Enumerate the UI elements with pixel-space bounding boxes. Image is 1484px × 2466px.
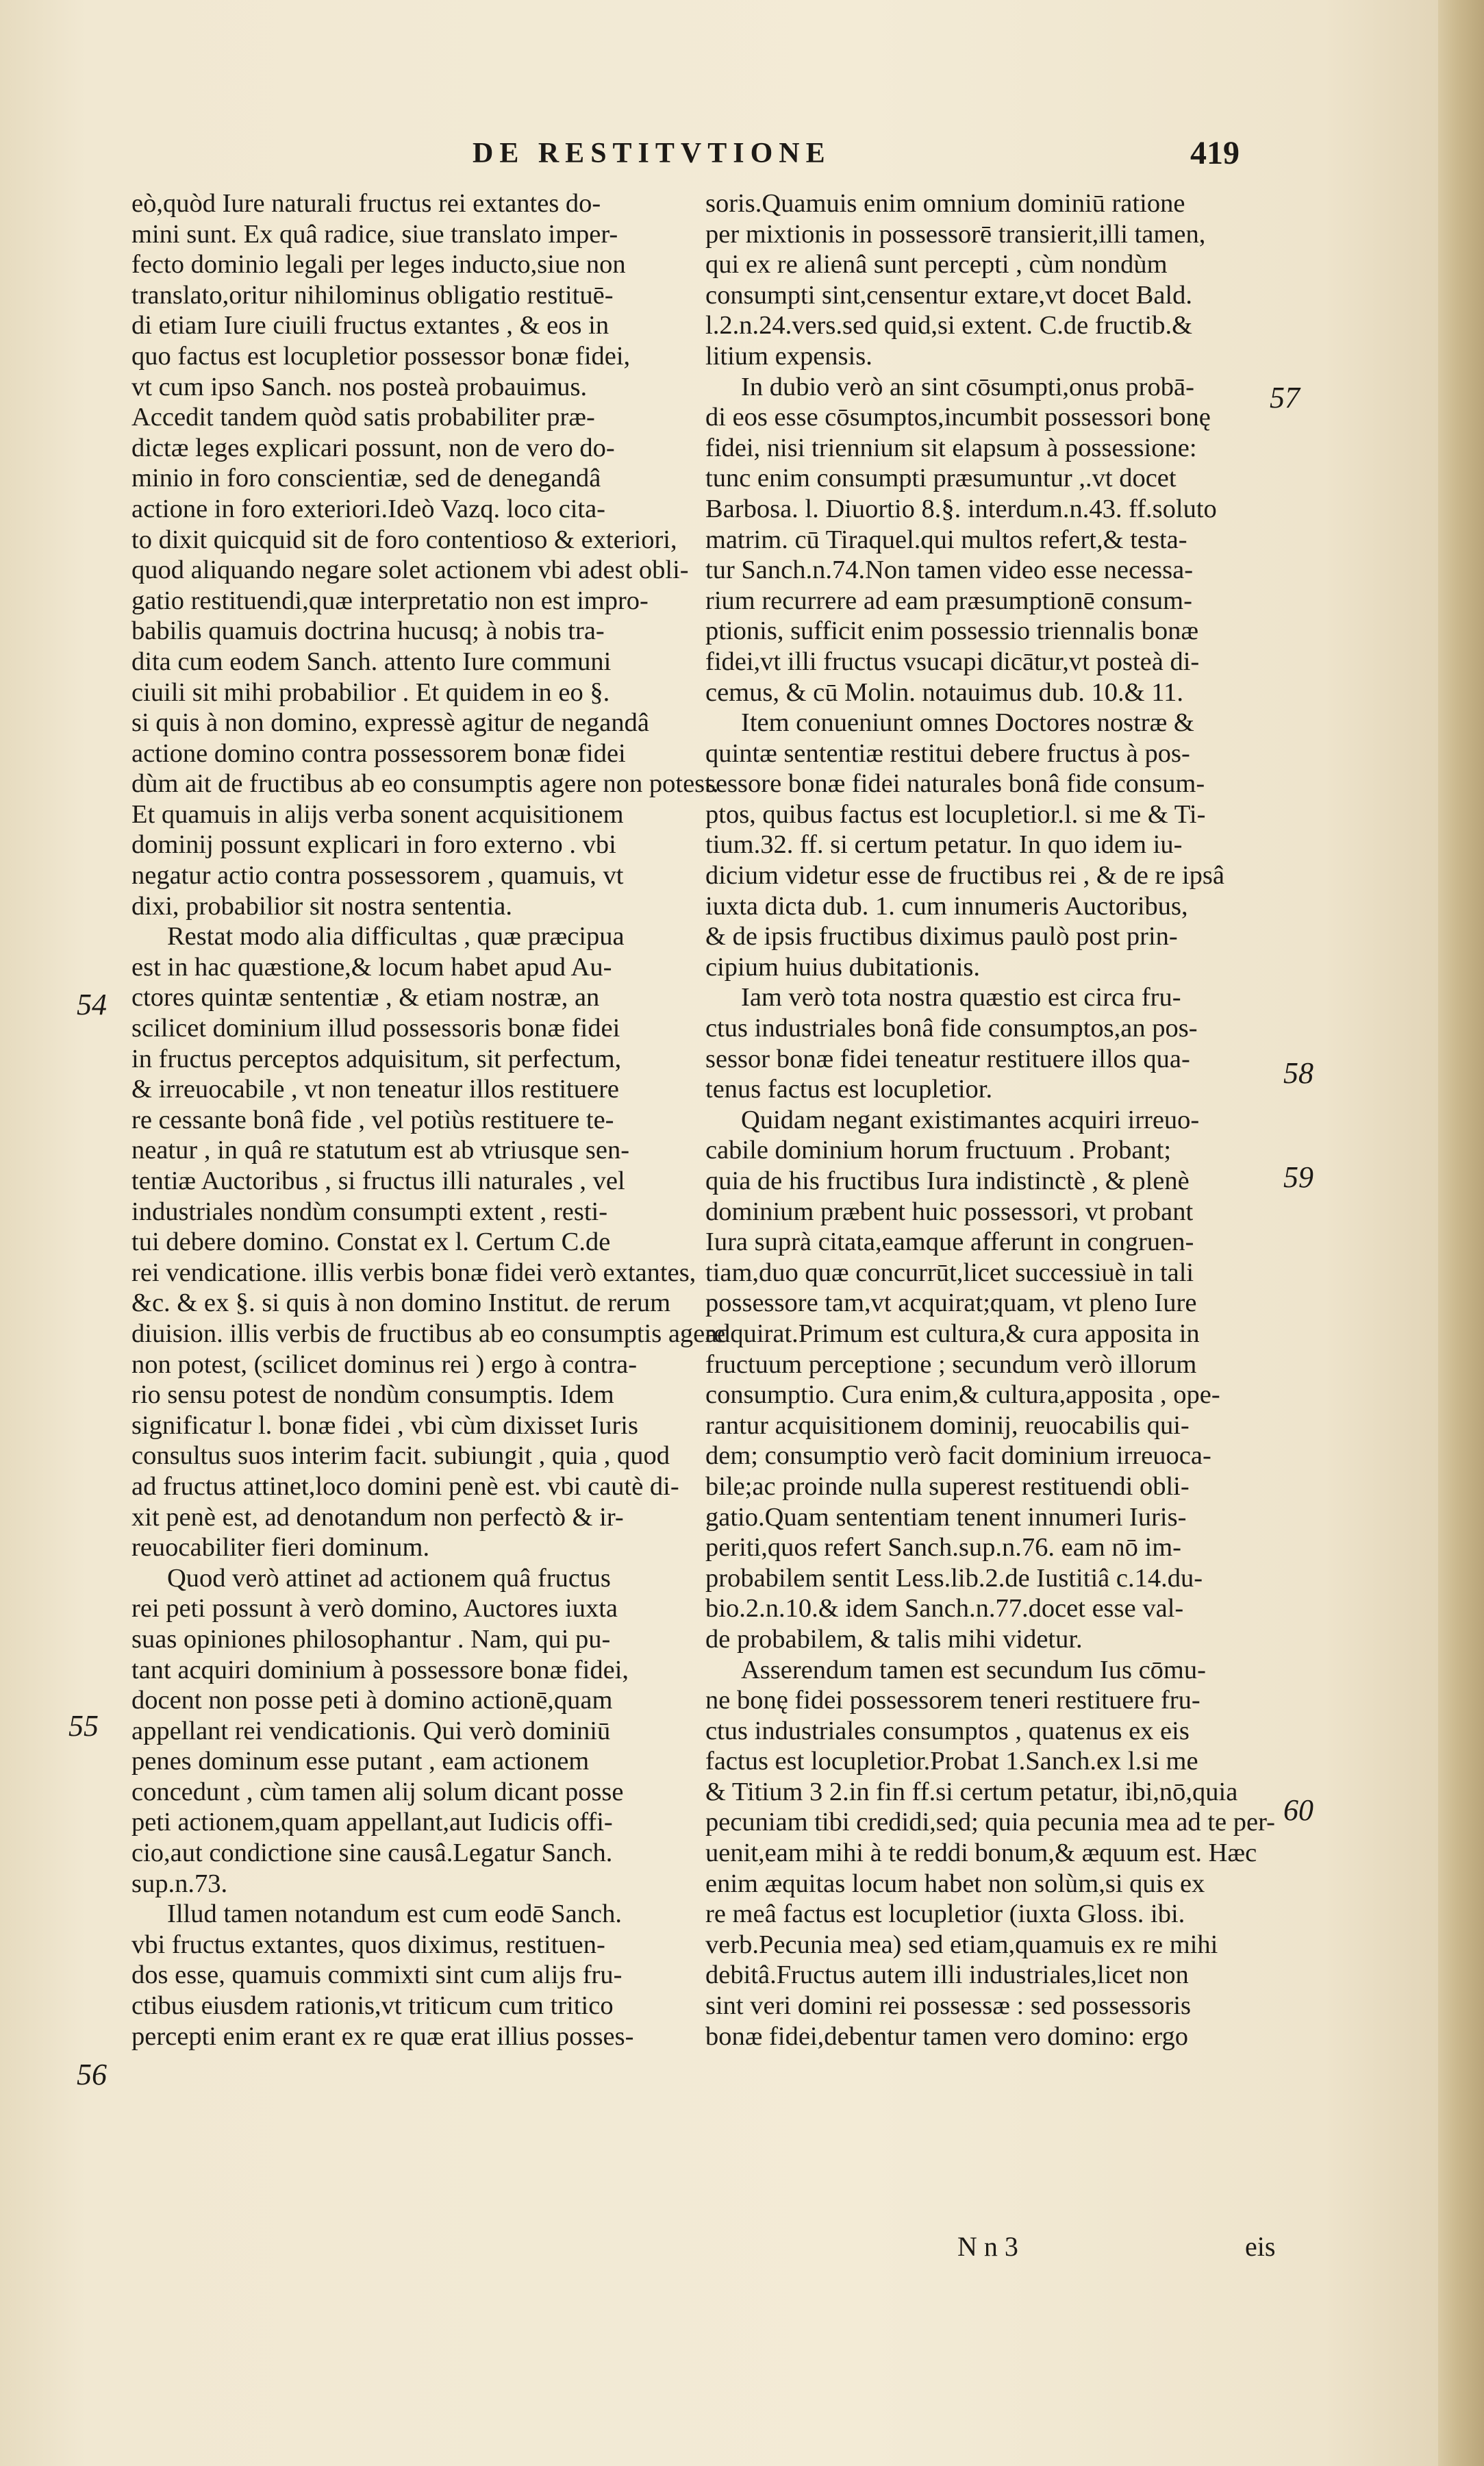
text-line: debitâ.Fructus autem illi industriales,licet non <box>705 1960 1189 1990</box>
text-line: minio in foro conscientiæ, sed de denegandâ <box>131 464 601 493</box>
text-line: ciuili sit mihi probabilior . Et quidem in eo §. <box>131 677 610 707</box>
margin-number: 59 <box>1283 1160 1313 1194</box>
text-line: to dixit quicquid sit de foro contentioso & exteriori, <box>131 525 677 554</box>
text-line: bile;ac proinde nulla superest restituendi obli- <box>705 1471 1190 1501</box>
text-line: neatur , in quâ re statutum est ab vtriusque sen- <box>131 1136 630 1165</box>
text-line: ctus industriales consumptos , quatenus ex eis <box>705 1716 1190 1745</box>
text-line: significatur l. bonæ fidei , vbi cùm dixisset Iuris <box>131 1410 638 1440</box>
text-line: possessore tam,vt acquirat;quam, vt pleno Iure <box>705 1288 1197 1318</box>
text-line: periti,quos refert Sanch.sup.n.76. eam nō im- <box>705 1533 1181 1562</box>
text-line: concedunt , cùm tamen alij solum dicant posse <box>131 1777 624 1806</box>
text-line: & de ipsis fructibus diximus paulò post prin- <box>705 922 1178 951</box>
text-line: ad fructus attinet,loco domini penè est. vbi cautè di- <box>131 1471 679 1501</box>
text-line: quod aliquando negare solet actionem vbi adest obli- <box>131 556 689 585</box>
text-line: scilicet dominium illud possessoris bonæ fidei <box>131 1014 620 1043</box>
text-line: tenus factus est locupletior. <box>705 1075 993 1104</box>
text-line: eò,quòd Iure naturali fructus rei extantes do- <box>131 189 601 218</box>
text-line: quia de his fructibus Iura indistinctè , & plenè <box>705 1167 1190 1195</box>
text-line: tunc enim consumpti præsumuntur ,.vt docet <box>705 464 1177 493</box>
text-line: l.2.n.24.vers.sed quid,si extent. C.de fructib.& <box>705 311 1193 340</box>
text-line: vbi fructus extantes, quos diximus, restituen- <box>131 1930 605 1959</box>
text-line: dixi, probabilior sit nostra sententia. <box>131 891 513 921</box>
right-text-column <box>705 188 1277 2052</box>
text-line: pecuniam tibi credidi,sed; quia pecunia mea ad te per- <box>705 1808 1275 1837</box>
text-line: Accedit tandem quòd satis probabiliter præ- <box>131 403 595 432</box>
text-line: fidei,vt illi fructus vsucapi dicātur,vt posteà di- <box>705 647 1200 676</box>
text-line: dictæ leges explicari possunt, non de vero do- <box>131 433 615 462</box>
text-line: Iam verò tota nostra quæstio est circa fru- <box>741 983 1181 1012</box>
text-line: fructuum perceptione ; secundum verò illorum <box>705 1349 1197 1379</box>
margin-number: 57 <box>1270 381 1300 414</box>
text-line: consumpti sint,censentur extare,vt docet Bald. <box>705 280 1192 310</box>
text-line: tiam,duo quæ concurrūt,licet successiuè in tali <box>705 1258 1194 1287</box>
text-line: suas opiniones philosophantur . Nam, qui pu- <box>131 1624 611 1654</box>
text-line: litium expensis. <box>705 341 872 371</box>
text-line: de probabilem, & talis mihi videtur. <box>705 1624 1083 1654</box>
margin-number: 58 <box>1283 1056 1313 1090</box>
text-line: in fructus perceptos adquisitum, sit perfectum, <box>131 1044 622 1073</box>
margin-number: 60 <box>1283 1793 1313 1827</box>
text-line: Et quamuis in alijs verba sonent acquisitionem <box>131 799 624 829</box>
text-line: bio.2.n.10.& idem Sanch.n.77.docet esse val- <box>705 1594 1184 1623</box>
text-line: fecto dominio legali per leges inducto,siue non <box>131 250 626 279</box>
text-line: iuxta dicta dub. 1. cum innumeris Auctoribus, <box>705 891 1188 921</box>
text-line: gatio restituendi,quæ interpretatio non est impro- <box>131 586 649 615</box>
text-line: ctores quintæ sententiæ , & etiam nostræ, an <box>131 983 600 1012</box>
text-line: ptionis, sufficit enim possessio triennalis bonæ <box>705 616 1199 646</box>
text-line: est in hac quæstione,& locum habet apud Au- <box>131 952 612 982</box>
text-line: enim æquitas locum habet non solùm,si quis ex <box>705 1869 1205 1898</box>
text-line: rei vendicatione. illis verbis bonæ fidei verò extantes, <box>131 1258 696 1287</box>
text-line: probabilem sentit Less.lib.2.de Iustitiâ c.14.du- <box>705 1563 1203 1593</box>
text-line: bonæ fidei,debentur tamen vero domino: ergo <box>705 2021 1188 2051</box>
text-line: cio,aut condictione sine causâ.Legatur Sanch. <box>131 1839 613 1868</box>
text-line: uenit,eam mihi à te reddi bonum,& æquum est. Hæc <box>705 1839 1257 1868</box>
text-line: diuision. illis verbis de fructibus ab eo consumptis agere <box>131 1319 726 1348</box>
text-line: peti actionem,quam appellant,aut Iudicis offi- <box>131 1808 613 1837</box>
text-line: sessore bonæ fidei naturales bonâ fide consum- <box>705 769 1205 799</box>
text-line: tium.32. ff. si certum petatur. In quo idem iu- <box>705 830 1183 860</box>
text-line: negatur actio contra possessorem , quamuis, vt <box>131 861 624 891</box>
text-line: rei peti possunt à verò domino, Auctores iuxta <box>131 1594 618 1623</box>
text-line: factus est locupletior.Probat 1.Sanch.ex l.si me <box>705 1747 1198 1776</box>
text-line: cipium huius dubitationis. <box>705 952 981 982</box>
text-line: verb.Pecunia mea) sed etiam,quamuis ex re mihi <box>705 1930 1218 1959</box>
text-line: Quod verò attinet ad actionem quâ fructus <box>167 1563 611 1593</box>
margin-number: 54 <box>77 988 107 1021</box>
page-number: 419 <box>1190 135 1240 171</box>
text-line: adquirat.Primum est cultura,& cura apposita in <box>705 1319 1200 1348</box>
text-line: actione domino contra possessorem bonæ fidei <box>131 738 626 768</box>
text-line: rio sensu potest de nondùm consumptis. Idem <box>131 1380 614 1410</box>
text-line: Barbosa. l. Diuortio 8.§. interdum.n.43. ff.soluto <box>705 494 1217 523</box>
text-line: Item conueniunt omnes Doctores nostræ & <box>741 708 1194 738</box>
signature-mark: N n 3 <box>957 2231 1018 2262</box>
text-line: consumptio. Cura enim,& cultura,apposita , ope- <box>705 1380 1220 1410</box>
text-line: &c. & ex §. si quis à non domino Institut. de rerum <box>131 1288 671 1318</box>
text-line: industriales nondùm consumpti extent , resti- <box>131 1197 608 1226</box>
page-edge <box>1438 0 1484 2466</box>
text-line: dominium præbent huic possessori, vt probant <box>705 1197 1194 1226</box>
text-line: dita cum eodem Sanch. attento Iure communi <box>131 647 612 676</box>
text-line: & Titium 3 2.in fin ff.si certum petatur, ibi,nō,quia <box>705 1777 1238 1806</box>
text-line: tur Sanch.n.74.Non tamen video esse necessa- <box>705 556 1194 585</box>
text-line: tui debere domino. Constat ex l. Certum C.de <box>131 1228 611 1257</box>
text-line: penes dominum esse putant , eam actionem <box>131 1747 590 1776</box>
text-line: re meâ factus est locupletior (iuxta Gloss. ibi. <box>705 1900 1185 1929</box>
text-line: fidei, nisi triennium sit elapsum à possessione: <box>705 433 1197 462</box>
text-line: & irreuocabile , vt non teneatur illos restituere <box>131 1075 620 1104</box>
text-line: Restat modo alia difficultas , quæ præcipua <box>167 922 625 951</box>
left-text-column <box>131 188 726 2052</box>
text-line: si quis à non domino, expressè agitur de negandâ <box>131 708 649 738</box>
margin-number: 56 <box>77 2058 107 2091</box>
text-line: cabile dominium horum fructuum . Probant; <box>705 1136 1172 1165</box>
text-line: ne bonę fidei possessorem teneri restituere fru- <box>705 1686 1200 1715</box>
text-line: ctus industriales bonâ fide consumptos,an pos- <box>705 1014 1198 1043</box>
text-line: sint veri domini rei possessæ : sed possessoris <box>705 1991 1192 2021</box>
text-line: rium recurrere ad eam præsumptionē consum- <box>705 586 1192 615</box>
text-line: dicium videtur esse de fructibus rei , & de re ipsâ <box>705 861 1225 891</box>
text-line: reuocabiliter fieri dominum. <box>131 1533 430 1562</box>
text-line: qui ex re alienâ sunt percepti , cùm nondùm <box>705 250 1168 279</box>
text-line: per mixtionis in possessorē transierit,illi tamen, <box>705 219 1206 249</box>
text-line: Asserendum tamen est secundum Ius cōmu- <box>741 1655 1206 1684</box>
text-line: ptos, quibus factus est locupletior.l. si me & Ti- <box>705 799 1206 829</box>
text-line: sup.n.73. <box>131 1869 228 1898</box>
text-line: di eos esse cōsumptos,incumbit possessori bonę <box>705 403 1211 432</box>
text-line: Illud tamen notandum est cum eodē Sanch. <box>167 1900 622 1929</box>
text-line: soris.Quamuis enim omnium dominiū ratione <box>705 189 1185 218</box>
text-line: dùm ait de fructibus ab eo consumptis agere non potest. <box>131 769 719 799</box>
text-line: dem; consumptio verò facit dominium irreuoca- <box>705 1441 1211 1471</box>
text-line: cemus, & cū Molin. notauimus dub. 10.& 11. <box>705 677 1183 707</box>
text-line: sessor bonæ fidei teneatur restituere illos qua- <box>705 1044 1190 1073</box>
text-line: quintæ sententiæ restitui debere fructus à pos- <box>705 738 1190 768</box>
text-line: di etiam Iure ciuili fructus extantes , & eos in <box>131 311 609 340</box>
text-line: quo factus est locupletior possessor bonæ fidei, <box>131 341 631 371</box>
text-line: vt cum ipso Sanch. nos posteà probauimus. <box>131 372 588 401</box>
text-line: ctibus eiusdem rationis,vt triticum cum tritico <box>131 1991 614 2021</box>
text-line: matrim. cū Tiraquel.qui multos refert,& testa- <box>705 525 1187 554</box>
text-line: consultus suos interim facit. subiungit , quia , quod <box>131 1441 670 1471</box>
text-line: mini sunt. Ex quâ radice, siue translato imper- <box>131 219 618 249</box>
text-line: tant acquiri dominium à possessore bonæ fidei, <box>131 1655 629 1684</box>
running-header: DE RESTITVTIONE <box>473 138 831 169</box>
text-line: non potest, (scilicet dominus rei ) ergo à contra- <box>131 1349 638 1379</box>
margin-number: 55 <box>68 1709 99 1743</box>
text-line: xit penè est, ad denotandum non perfectò & ir- <box>131 1502 624 1532</box>
text-line: appellant rei vendicationis. Qui verò dominiū <box>131 1716 611 1745</box>
text-line: docent non posse peti à domino actionē,quam <box>131 1686 613 1715</box>
catchword: eis <box>1245 2231 1276 2262</box>
text-line: gatio.Quam sententiam tenent innumeri Iuris- <box>705 1502 1187 1532</box>
text-line: dominij possunt explicari in foro externo . vbi <box>131 830 616 860</box>
text-line: actione in foro exteriori.Ideò Vazq. loco cita- <box>131 494 606 523</box>
text-line: babilis quamuis doctrina hucusq; à nobis tra- <box>131 616 605 646</box>
text-line: tentiæ Auctoribus , si fructus illi naturales , vel <box>131 1167 625 1195</box>
text-line: Iura suprà citata,eamque afferunt in congruen- <box>705 1228 1194 1257</box>
text-line: In dubio verò an sint cōsumpti,onus probā- <box>741 372 1194 401</box>
text-line: percepti enim erant ex re quæ erat illius posses- <box>131 2021 634 2051</box>
text-line: Quidam negant existimantes acquiri irreuo- <box>741 1105 1200 1134</box>
text-line: re cessante bonâ fide , vel potiùs restituere te- <box>131 1105 614 1134</box>
text-line: rantur acquisitionem dominij, reuocabilis qui- <box>705 1410 1190 1440</box>
text-line: translato,oritur nihilominus obligatio restituē- <box>131 280 614 310</box>
text-line: dos esse, quamuis commixti sint cum alijs fru- <box>131 1960 622 1990</box>
